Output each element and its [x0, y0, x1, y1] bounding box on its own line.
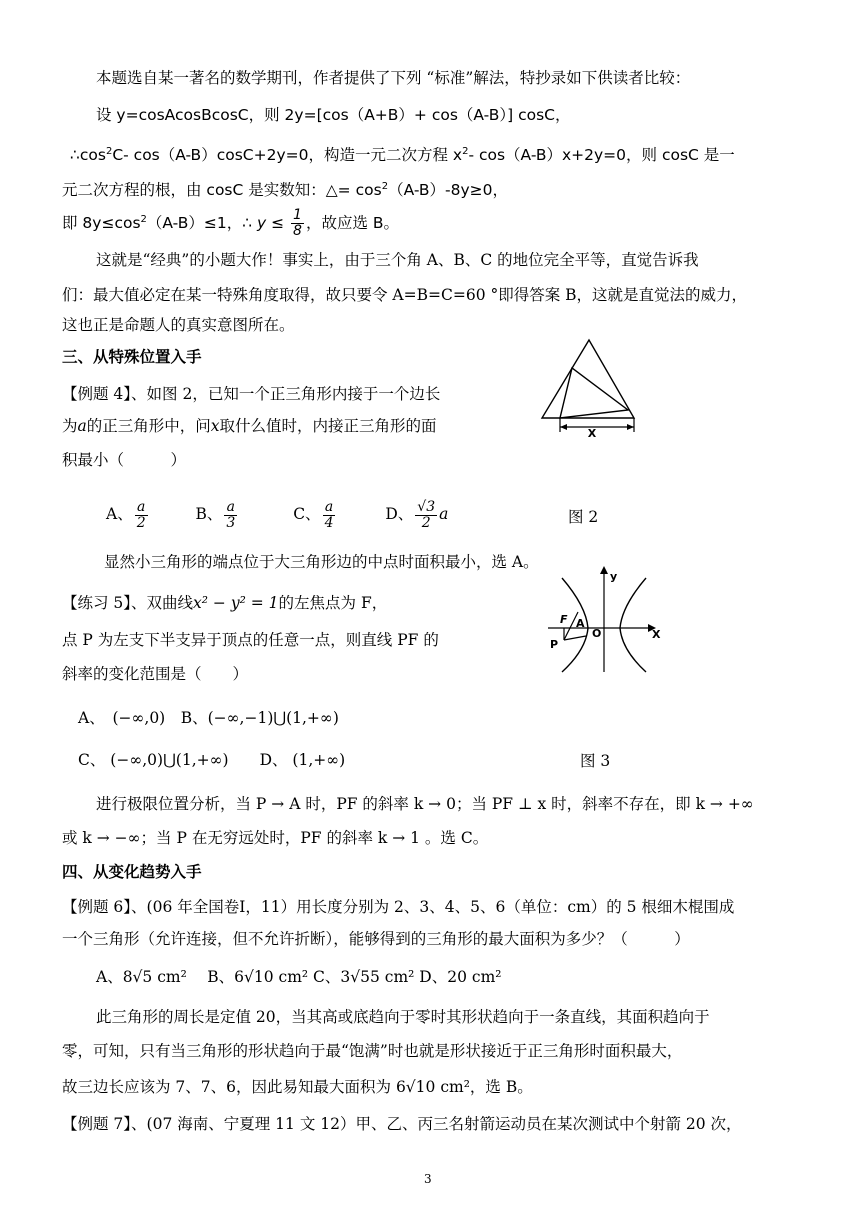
example-6-line-2: 一个三角形（允许连接，但不允许折断），能够得到的三角形的最大面积为多少？（ ） [62, 930, 690, 948]
example-6-solution-3: 故三边长应该为 7、7、6，因此易知最大面积为 6√10 cm²，选 B。 [62, 1078, 533, 1096]
practice-5-line-1: 【练习 5】、双曲线x² − y² = 1的左焦点为 F， [62, 594, 388, 612]
figure-3-x-label: X [652, 628, 661, 641]
figure-3-f-label: F [560, 613, 568, 626]
figure-2-x-label: X [587, 427, 597, 440]
solution-line-4: 即 $8y\le\cos^2(A-B)\le 1$，∴ y ≤ $\frac{1}{8}$ ，故应选 B。 [62, 207, 400, 239]
example-4-options: A、 $\frac{a}{2}$ B、 $\frac{a}{3}$ C、 $\frac{a}{4}$ D、 $\frac{√3}{2}$ a [106, 498, 449, 531]
practice-5-options-1: A、 (−∞,0) B、(−∞,−1)⋃(1,+∞) [78, 709, 339, 727]
example-4-line-1: 【例题 4】、如图 2，已知一个正三角形内接于一个边长 [62, 385, 441, 403]
practice-5-solution-1: 进行极限位置分析，当 P → A 时，PF 的斜率 k → 0；当 PF ⊥ x 时，斜率不存在，即 k → +∞ [96, 795, 754, 813]
figure-3-caption: 图 3 [580, 752, 611, 770]
figure-3-a-label: A [576, 617, 585, 630]
example-4-line-2: 为a的正三角形中，问x取什么值时，内接正三角形的面 [62, 417, 437, 435]
solution-line-3: 元二次方程的根，由 cosC 是实数知：△= $\cos^2(A-B)-8y\ge 0$， [62, 181, 508, 200]
example-6-solution-2: 零，可知，只有当三角形的形状趋向于最“饱满”时也就是形状接近于正三角形时面积最大， [62, 1042, 683, 1060]
example-4-line-3: 积最小（ ） [62, 451, 187, 469]
figure-2-triangles [540, 338, 650, 438]
paragraph-comment-3: 这也正是命题人的真实意图所在。 [62, 316, 295, 334]
example-6-options: A、8√5 cm² B、6√10 cm² C、3√55 cm² D、20 cm² [96, 968, 502, 986]
practice-5-options-2: C、 (−∞,0)⋃(1,+∞) D、 (1,+∞) [78, 751, 346, 769]
figure-2-caption: 图 2 [568, 508, 599, 526]
paragraph-comment-2: 们：最大值必定在某一特殊角度取得，故只要令 A=B=C=60 °即得答案 B，这就是直觉法的威力， [62, 286, 748, 304]
example-4-solution: 显然小三角形的端点位于大三角形边的中点时面积最小，选 A。 [104, 553, 539, 571]
example-6-line-1: 【例题 6】、(06 年全国卷Ⅰ，11）用长度分别为 2、3、4、5、6（单位：cm）的 5 根细木棍围成 [62, 898, 735, 916]
figure-3-y-label: y [610, 570, 618, 583]
example-7-line-1: 【例题 7】、(07 海南、宁夏理 11 文 12）甲、乙、丙三名射箭运动员在某次测试中个射箭 20 次， [62, 1115, 742, 1133]
example-6-solution-1: 此三角形的周长是定值 20，当其高或底趋向于零时其形状趋向于一条直线，其面积趋向于 [96, 1008, 710, 1026]
fraction-one-eighth: $\frac{1}{8}$ [293, 207, 302, 239]
practice-5-solution-2: 或 k → −∞；当 P 在无穷远处时，PF 的斜率 k → 1 。选 C。 [62, 829, 489, 847]
solution-line-2: $\therefore\cos^2C-$ cos（A-B）cosC+2y=0，构造一元二次方程 $x^2-$ cos（A-B）x+2y=0，则 cosC 是一 [70, 146, 735, 165]
paragraph-comment-1: 这就是“经典”的小题大作！事实上，由于三个角 A、B、C 的地位完全平等，直觉告诉我 [96, 251, 699, 269]
figure-3-hyperbola [542, 566, 672, 676]
page-number: 3 [424, 1172, 432, 1186]
practice-5-line-2: 点 P 为左支下半支异于顶点的任意一点，则直线 PF 的 [62, 631, 439, 649]
section-heading-4: 四、从变化趋势入手 [62, 863, 202, 881]
paragraph-intro: 本题选自某一著名的数学期刊，作者提供了下列 “标准”解法，特抄录如下供读者比较： [96, 69, 691, 87]
section-heading-3: 三、从特殊位置入手 [62, 348, 202, 366]
figure-3-p-label: P [550, 638, 559, 651]
solution-line-1: 设 y=cosAcosBcosC，则 2y=[cos（A+B）+ cos（A-B）] cosC， [96, 106, 571, 124]
practice-5-line-3: 斜率的变化范围是（ ） [62, 665, 249, 683]
figure-3-o-label: O [592, 627, 602, 640]
